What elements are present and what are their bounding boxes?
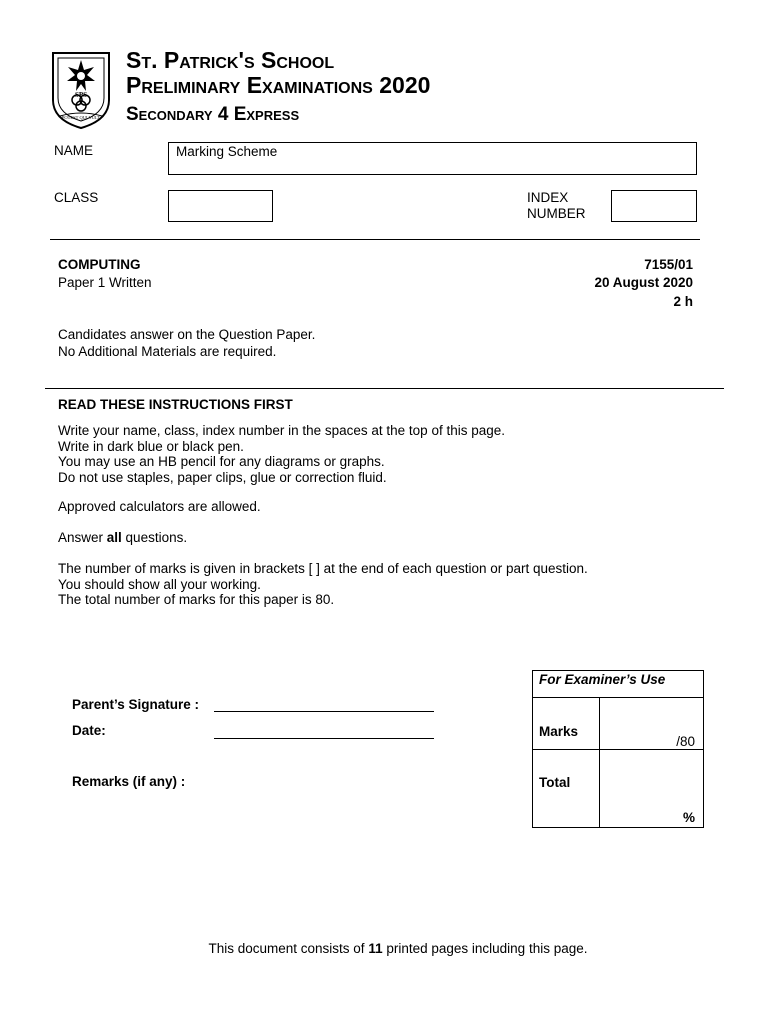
marks-label: Marks bbox=[539, 724, 579, 739]
class-field[interactable] bbox=[168, 190, 273, 222]
paper-name: Paper 1 Written bbox=[58, 275, 152, 290]
remarks-label: Remarks (if any) : bbox=[72, 774, 186, 789]
candidates-note-2: No Additional Materials are required. bbox=[58, 344, 277, 359]
answer-all-note: Answer all questions. bbox=[58, 530, 188, 545]
total-label: Total bbox=[539, 775, 571, 790]
paper-date: 20 August 2020 bbox=[594, 275, 693, 290]
date-label: Date: bbox=[72, 723, 106, 738]
class-label: CLASS bbox=[54, 190, 99, 205]
instructions-block-2: The number of marks is given in brackets [ ] at the end of each question or part question. You should show all your working. The total number of marks for this paper is 80. bbox=[58, 561, 588, 607]
school-crest-logo bbox=[50, 50, 112, 130]
subject: COMPUTING bbox=[58, 257, 141, 272]
parent-signature-label: Parent’s Signature : bbox=[72, 697, 200, 712]
divider-instructions bbox=[45, 388, 724, 389]
instructions-block-1: Write your name, class, index number in the spaces at the top of this page. Write in dark blue or black pen. You may use an HB pencil for any diagrams or graphs. Do not use staples, paper clips, glue or correction fluid. bbox=[58, 423, 505, 485]
exam-title: Preliminary Examinations 2020 bbox=[126, 72, 431, 98]
name-label: NAME bbox=[54, 143, 94, 158]
crest-motto: POTEST QUI VULT bbox=[61, 115, 101, 120]
paper-code: 7155/01 bbox=[644, 257, 693, 272]
instructions-heading: READ THESE INSTRUCTIONS FIRST bbox=[58, 397, 293, 412]
calculators-note: Approved calculators are allowed. bbox=[58, 499, 261, 514]
examiner-use-table bbox=[532, 670, 704, 828]
name-field[interactable] bbox=[168, 142, 697, 175]
paper-duration: 2 h bbox=[673, 294, 693, 309]
level-title: Secondary 4 Express bbox=[126, 104, 300, 125]
school-name: St. Patrick's School bbox=[126, 47, 335, 73]
index-field[interactable] bbox=[611, 190, 697, 222]
examiner-heading: For Examiner’s Use bbox=[539, 672, 666, 687]
index-label: INDEX NUMBER bbox=[527, 190, 586, 221]
footer-note: This document consists of 11 printed pages including this page. bbox=[208, 941, 588, 956]
divider-top bbox=[50, 239, 700, 240]
date-line[interactable] bbox=[214, 738, 434, 739]
crest-letters: SPS bbox=[74, 91, 88, 99]
marks-total: /80 bbox=[676, 734, 695, 749]
parent-signature-line[interactable] bbox=[214, 711, 434, 712]
percent-sign: % bbox=[682, 810, 695, 825]
candidates-note-1: Candidates answer on the Question Paper. bbox=[58, 327, 316, 342]
name-value: Marking Scheme bbox=[176, 144, 278, 159]
